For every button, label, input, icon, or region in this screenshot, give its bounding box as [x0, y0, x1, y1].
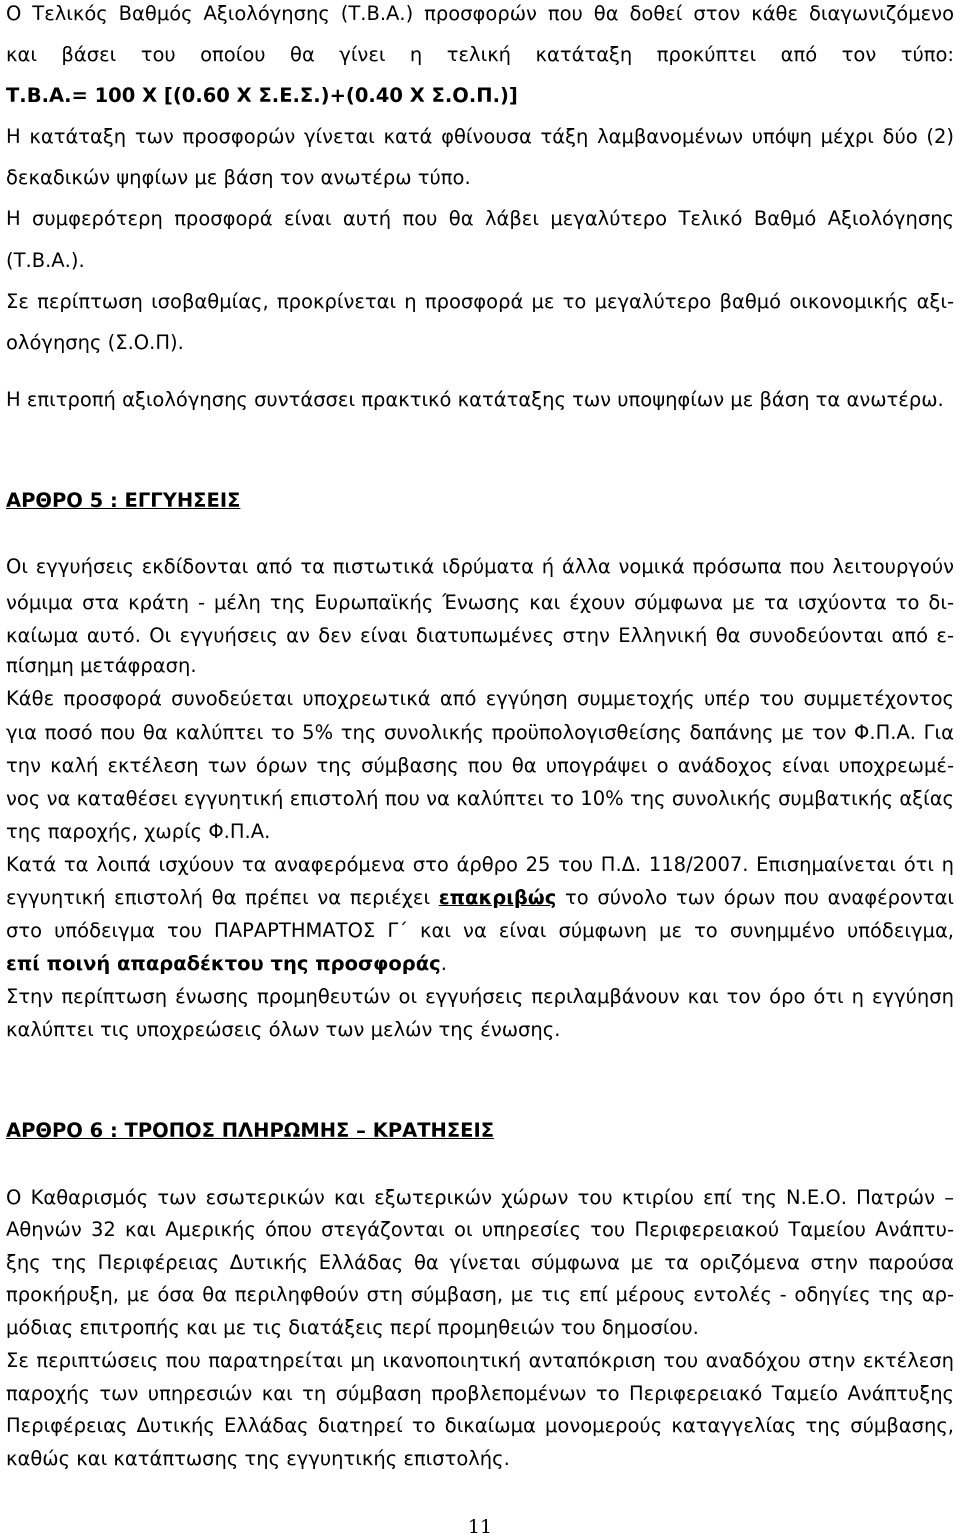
text-run: .	[440, 952, 447, 975]
text-line: ξης της Περιφέρειας Δυτικής Ελλάδας θα γίνεται σύμφωνα με τα οριζόμενα στην παρούσα	[6, 1251, 954, 1274]
text-line: Σε περίπτωση ισοβαθμίας, προκρίνεται η προσφορά με το μεγαλύτερο βαθμό οικονομικής αξι-	[6, 290, 954, 313]
text-line: Κάθε προσφορά συνοδεύεται υποχρεωτικά από εγγύηση συμμετοχής υπέρ του συμμετέχοντος	[6, 687, 954, 710]
text-line: παροχής των υπηρεσιών και τη σύμβαση προβλεπομένων το Περιφερειακό Ταμείο Ανάπτυξης	[6, 1382, 954, 1405]
text-line-with-emphasis	[6, 953, 447, 975]
text-line: Στην περίπτωση ένωσης προμηθευτών οι εγγυήσεις περιλαμβάνουν και τον όρο ότι η εγγύηση	[6, 985, 954, 1008]
text-line: στο υπόδειγμα του ΠΑΡΑΡΤΗΜΑΤΟΣ Γ΄ και να είναι σύμφωνη με το συνημμένο υπόδειγμα,	[6, 919, 954, 942]
text-line: νος να καταθέσει εγγυητική επιστολή που να καλύπτει το 10% της συνολικής συμβατικής αξίας	[6, 787, 954, 810]
text-line: δεκαδικών ψηφίων με βάση τον ανωτέρω τύπο.	[6, 166, 471, 189]
page-number: 11	[467, 1516, 493, 1538]
text-line: Η επιτροπή αξιολόγησης συντάσσει πρακτικό κατάταξης των υποψηφίων με βάση τα ανωτέρω.	[6, 388, 944, 411]
text-line: (Τ.Β.Α.).	[6, 249, 85, 272]
formula-line: Τ.Β.Α.= 100 Χ [(0.60 Χ Σ.Ε.Σ.)+(0.40 Χ Σ.Ο.Π.)]	[6, 84, 518, 107]
text-line: και βάσει του οποίου θα γίνει η τελική κατάταξη προκύπτει από τον τύπο:	[6, 43, 954, 66]
text-line: Σε περιπτώσεις που παρατηρείται μη ικανοποιητική ανταπόκριση του αναδόχου στην εκτέλεση	[6, 1349, 954, 1372]
text-line: καίωμα αυτό. Οι εγγυήσεις αν δεν είναι διατυπωμένες στην Ελληνική θα συνοδεύονται από ε-	[6, 624, 954, 647]
text-line: καθώς και κατάπτωσης της εγγυητικής επιστολής.	[6, 1447, 510, 1470]
section-heading-article-5: ΑΡΘΡΟ 5 : ΕΓΓΥΗΣΕΙΣ	[6, 489, 241, 512]
text-line: προκήρυξη, με όσα θα περιληφθούν στη σύμβαση, με τις επί μέρους εντολές - οδηγίες της αρ-	[6, 1283, 954, 1306]
text-run: το σύνολο των όρων που αναφέρονται	[556, 886, 955, 909]
text-line: της παροχής, χωρίς Φ.Π.Α.	[6, 820, 271, 843]
text-line: νόμιμα στα κράτη - μέλη της Ευρωπαϊκής Ένωσης και έχουν σύμφωνα με τα ισχύοντα το δι-	[6, 591, 954, 614]
text-line: Ο Τελικός Βαθμός Αξιολόγησης (Τ.Β.Α.) προσφορών που θα δοθεί στον κάθε διαγωνιζόμενο	[6, 2, 954, 25]
text-line: Η συμφερότερη προσφορά είναι αυτή που θα λάβει μεγαλύτερο Τελικό Βαθμό Αξιολόγησης	[6, 207, 954, 230]
text-line-with-emphasis	[6, 887, 954, 909]
text-line: πίσημη μετάφραση.	[6, 654, 197, 677]
text-line: Ο Καθαρισμός των εσωτερικών και εξωτερικών χώρων του κτιρίου επί της Ν.Ε.Ο. Πατρών –	[6, 1186, 954, 1209]
text-line: Περιφέρειας Δυτικής Ελλάδας διατηρεί το δικαίωμα μονομερούς καταγγελίας της σύμβασης,	[6, 1414, 954, 1437]
text-line: για ποσό που θα καλύπτει το 5% της συνολικής προϋπολογισθείσης δαπάνης με τον Φ.Π.Α. Για	[6, 721, 954, 744]
text-run: εγγυητική επιστολή θα πρέπει να περιέχει	[6, 886, 439, 909]
text-line: μόδιας επιτροπής και με τις διατάξεις περί προμηθειών του δημοσίου.	[6, 1316, 699, 1339]
emphasis-text: επακριβώς	[438, 886, 557, 909]
section-heading-article-6: ΑΡΘΡΟ 6 : ΤΡΟΠΟΣ ΠΛΗΡΩΜΗΣ – ΚΡΑΤΗΣΕΙΣ	[6, 1119, 495, 1142]
text-line: καλύπτει τις υποχρεώσεις όλων των μελών της ένωσης.	[6, 1018, 561, 1041]
emphasis-text: επί ποινή απαραδέκτου της προσφοράς	[6, 952, 441, 975]
text-line: Αθηνών 32 και Αμερικής όπου στεγάζονται οι υπηρεσίες του Περιφερειακού Ταμείου Ανάπτυ-	[6, 1218, 954, 1241]
text-line: ολόγησης (Σ.Ο.Π).	[6, 331, 184, 354]
text-line: Κατά τα λοιπά ισχύουν τα αναφερόμενα στο άρθρο 25 του Π.Δ. 118/2007. Επισημαίνεται ότι η	[6, 853, 954, 876]
text-line: την καλή εκτέλεση των όρων της σύμβασης που θα υπογράψει ο ανάδοχος είναι υποχρεωμέ-	[6, 754, 954, 777]
text-line: Οι εγγυήσεις εκδίδονται από τα πιστωτικά ιδρύματα ή άλλα νομικά πρόσωπα που λειτουργούν	[6, 555, 954, 578]
text-line: Η κατάταξη των προσφορών γίνεται κατά φθίνουσα τάξη λαμβανομένων υπόψη μέχρι δύο (2)	[6, 125, 954, 148]
